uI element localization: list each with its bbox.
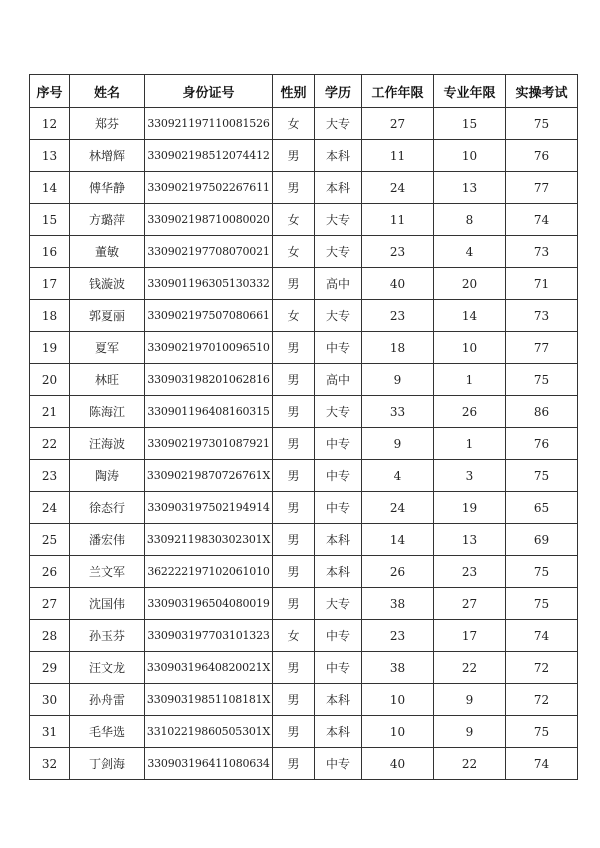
cell-education: 大专: [315, 204, 362, 236]
header-id-number: 身份证号: [145, 75, 273, 108]
cell-index: 23: [30, 460, 70, 492]
cell-gender: 男: [273, 172, 315, 204]
cell-professional-years: 10: [434, 332, 506, 364]
cell-id-number: 33090319640820021X: [145, 652, 273, 684]
cell-index: 30: [30, 684, 70, 716]
cell-gender: 男: [273, 524, 315, 556]
cell-education: 中专: [315, 428, 362, 460]
cell-practical-exam: 75: [506, 716, 578, 748]
cell-education: 高中: [315, 268, 362, 300]
cell-work-years: 18: [362, 332, 434, 364]
cell-practical-exam: 77: [506, 332, 578, 364]
header-work-years: 工作年限: [362, 75, 434, 108]
header-name: 姓名: [70, 75, 145, 108]
cell-practical-exam: 65: [506, 492, 578, 524]
cell-education: 中专: [315, 652, 362, 684]
cell-gender: 男: [273, 428, 315, 460]
cell-practical-exam: 74: [506, 620, 578, 652]
cell-gender: 男: [273, 588, 315, 620]
cell-work-years: 23: [362, 620, 434, 652]
table-row: [30, 748, 578, 780]
cell-professional-years: 9: [434, 684, 506, 716]
cell-work-years: 38: [362, 588, 434, 620]
table-row: [30, 268, 578, 300]
cell-id-number: 330902197301087921: [145, 428, 273, 460]
cell-gender: 男: [273, 140, 315, 172]
cell-education: 本科: [315, 172, 362, 204]
cell-education: 本科: [315, 684, 362, 716]
cell-education: 大专: [315, 588, 362, 620]
cell-index: 20: [30, 364, 70, 396]
header-education: 学历: [315, 75, 362, 108]
table-row: [30, 684, 578, 716]
cell-work-years: 27: [362, 108, 434, 140]
cell-gender: 男: [273, 332, 315, 364]
cell-name: 陶涛: [70, 460, 145, 492]
cell-index: 24: [30, 492, 70, 524]
cell-practical-exam: 73: [506, 300, 578, 332]
cell-work-years: 23: [362, 300, 434, 332]
cell-practical-exam: 72: [506, 684, 578, 716]
cell-index: 12: [30, 108, 70, 140]
cell-id-number: 330901196305130332: [145, 268, 273, 300]
table-row: [30, 172, 578, 204]
cell-gender: 女: [273, 620, 315, 652]
cell-name: 钱漩波: [70, 268, 145, 300]
header-professional-years: 专业年限: [434, 75, 506, 108]
cell-id-number: 33090219870726761X: [145, 460, 273, 492]
table-row: [30, 300, 578, 332]
cell-name: 方璐萍: [70, 204, 145, 236]
cell-index: 15: [30, 204, 70, 236]
cell-id-number: 330902197502267611: [145, 172, 273, 204]
cell-practical-exam: 75: [506, 588, 578, 620]
cell-practical-exam: 69: [506, 524, 578, 556]
cell-professional-years: 19: [434, 492, 506, 524]
cell-index: 29: [30, 652, 70, 684]
cell-id-number: 362222197102061010: [145, 556, 273, 588]
table-row: [30, 460, 578, 492]
cell-id-number: 330903198201062816: [145, 364, 273, 396]
cell-name: 傅华静: [70, 172, 145, 204]
cell-id-number: 330903196411080634: [145, 748, 273, 780]
table-row: [30, 620, 578, 652]
cell-name: 孙舟雷: [70, 684, 145, 716]
cell-gender: 男: [273, 556, 315, 588]
cell-index: 18: [30, 300, 70, 332]
cell-professional-years: 14: [434, 300, 506, 332]
table-row: [30, 652, 578, 684]
cell-professional-years: 26: [434, 396, 506, 428]
cell-education: 大专: [315, 108, 362, 140]
cell-name: 汪文龙: [70, 652, 145, 684]
cell-education: 高中: [315, 364, 362, 396]
cell-professional-years: 13: [434, 524, 506, 556]
cell-gender: 女: [273, 236, 315, 268]
cell-practical-exam: 75: [506, 556, 578, 588]
cell-work-years: 9: [362, 364, 434, 396]
cell-gender: 男: [273, 748, 315, 780]
cell-name: 毛华选: [70, 716, 145, 748]
cell-education: 大专: [315, 396, 362, 428]
cell-id-number: 33102219860505301X: [145, 716, 273, 748]
cell-name: 陈海江: [70, 396, 145, 428]
cell-professional-years: 3: [434, 460, 506, 492]
table-row: [30, 524, 578, 556]
cell-education: 本科: [315, 524, 362, 556]
cell-professional-years: 15: [434, 108, 506, 140]
cell-index: 16: [30, 236, 70, 268]
cell-id-number: 330903196504080019: [145, 588, 273, 620]
cell-index: 25: [30, 524, 70, 556]
cell-professional-years: 9: [434, 716, 506, 748]
cell-gender: 男: [273, 652, 315, 684]
cell-work-years: 11: [362, 204, 434, 236]
table-row: [30, 108, 578, 140]
cell-name: 潘宏伟: [70, 524, 145, 556]
table-row: [30, 204, 578, 236]
cell-index: 27: [30, 588, 70, 620]
cell-gender: 男: [273, 716, 315, 748]
cell-practical-exam: 74: [506, 204, 578, 236]
cell-id-number: 330902197708070021: [145, 236, 273, 268]
cell-id-number: 330903197703101323: [145, 620, 273, 652]
cell-name: 沈国伟: [70, 588, 145, 620]
table-row: [30, 332, 578, 364]
cell-name: 夏军: [70, 332, 145, 364]
cell-work-years: 40: [362, 748, 434, 780]
cell-practical-exam: 72: [506, 652, 578, 684]
cell-professional-years: 4: [434, 236, 506, 268]
header-row: [30, 75, 578, 108]
table-row: [30, 492, 578, 524]
cell-index: 32: [30, 748, 70, 780]
cell-work-years: 23: [362, 236, 434, 268]
cell-gender: 女: [273, 300, 315, 332]
table-row: [30, 236, 578, 268]
table-row: [30, 364, 578, 396]
cell-index: 14: [30, 172, 70, 204]
table-row: [30, 716, 578, 748]
cell-gender: 男: [273, 396, 315, 428]
cell-name: 汪海波: [70, 428, 145, 460]
cell-name: 兰文军: [70, 556, 145, 588]
table-row: [30, 588, 578, 620]
cell-education: 大专: [315, 236, 362, 268]
cell-index: 22: [30, 428, 70, 460]
cell-professional-years: 27: [434, 588, 506, 620]
cell-id-number: 330921197110081526: [145, 108, 273, 140]
personnel-table: [29, 74, 578, 780]
cell-practical-exam: 75: [506, 364, 578, 396]
cell-work-years: 10: [362, 716, 434, 748]
cell-index: 19: [30, 332, 70, 364]
cell-professional-years: 8: [434, 204, 506, 236]
cell-name: 董敏: [70, 236, 145, 268]
cell-professional-years: 23: [434, 556, 506, 588]
cell-index: 31: [30, 716, 70, 748]
cell-work-years: 26: [362, 556, 434, 588]
cell-gender: 男: [273, 492, 315, 524]
cell-professional-years: 13: [434, 172, 506, 204]
table-row: [30, 428, 578, 460]
cell-gender: 男: [273, 268, 315, 300]
cell-name: 孙玉芬: [70, 620, 145, 652]
cell-work-years: 11: [362, 140, 434, 172]
cell-professional-years: 1: [434, 364, 506, 396]
cell-id-number: 330902197507080661: [145, 300, 273, 332]
cell-education: 中专: [315, 620, 362, 652]
cell-gender: 女: [273, 204, 315, 236]
cell-index: 28: [30, 620, 70, 652]
cell-name: 丁剑海: [70, 748, 145, 780]
cell-professional-years: 17: [434, 620, 506, 652]
cell-practical-exam: 86: [506, 396, 578, 428]
cell-education: 中专: [315, 748, 362, 780]
cell-professional-years: 22: [434, 652, 506, 684]
cell-id-number: 330902198710080020: [145, 204, 273, 236]
cell-professional-years: 1: [434, 428, 506, 460]
cell-index: 13: [30, 140, 70, 172]
table-row: [30, 556, 578, 588]
cell-professional-years: 20: [434, 268, 506, 300]
cell-work-years: 40: [362, 268, 434, 300]
header-practical-exam: 实操考试: [506, 75, 578, 108]
cell-name: 林旺: [70, 364, 145, 396]
table-body: [30, 108, 578, 780]
cell-practical-exam: 76: [506, 140, 578, 172]
cell-name: 郑芬: [70, 108, 145, 140]
cell-professional-years: 22: [434, 748, 506, 780]
cell-id-number: 330901196408160315: [145, 396, 273, 428]
cell-gender: 女: [273, 108, 315, 140]
cell-id-number: 330903197502194914: [145, 492, 273, 524]
cell-education: 本科: [315, 556, 362, 588]
cell-work-years: 24: [362, 172, 434, 204]
cell-id-number: 330902198512074412: [145, 140, 273, 172]
cell-id-number: 330902197010096510: [145, 332, 273, 364]
cell-name: 郭夏丽: [70, 300, 145, 332]
cell-index: 21: [30, 396, 70, 428]
cell-practical-exam: 71: [506, 268, 578, 300]
cell-index: 17: [30, 268, 70, 300]
cell-practical-exam: 76: [506, 428, 578, 460]
cell-professional-years: 10: [434, 140, 506, 172]
cell-work-years: 14: [362, 524, 434, 556]
cell-education: 中专: [315, 332, 362, 364]
cell-practical-exam: 73: [506, 236, 578, 268]
cell-work-years: 24: [362, 492, 434, 524]
cell-id-number: 33090319851108181X: [145, 684, 273, 716]
cell-gender: 男: [273, 364, 315, 396]
cell-education: 本科: [315, 140, 362, 172]
header-gender: 性别: [273, 75, 315, 108]
cell-practical-exam: 77: [506, 172, 578, 204]
cell-work-years: 9: [362, 428, 434, 460]
cell-education: 中专: [315, 460, 362, 492]
cell-work-years: 38: [362, 652, 434, 684]
cell-practical-exam: 74: [506, 748, 578, 780]
cell-education: 本科: [315, 716, 362, 748]
table-row: [30, 396, 578, 428]
cell-work-years: 33: [362, 396, 434, 428]
cell-education: 中专: [315, 492, 362, 524]
cell-work-years: 10: [362, 684, 434, 716]
cell-id-number: 33092119830302301X: [145, 524, 273, 556]
cell-work-years: 4: [362, 460, 434, 492]
cell-gender: 男: [273, 460, 315, 492]
header-index: 序号: [30, 75, 70, 108]
cell-practical-exam: 75: [506, 460, 578, 492]
cell-name: 徐态行: [70, 492, 145, 524]
table-row: [30, 140, 578, 172]
cell-gender: 男: [273, 684, 315, 716]
cell-practical-exam: 75: [506, 108, 578, 140]
cell-education: 大专: [315, 300, 362, 332]
cell-name: 林增辉: [70, 140, 145, 172]
cell-index: 26: [30, 556, 70, 588]
